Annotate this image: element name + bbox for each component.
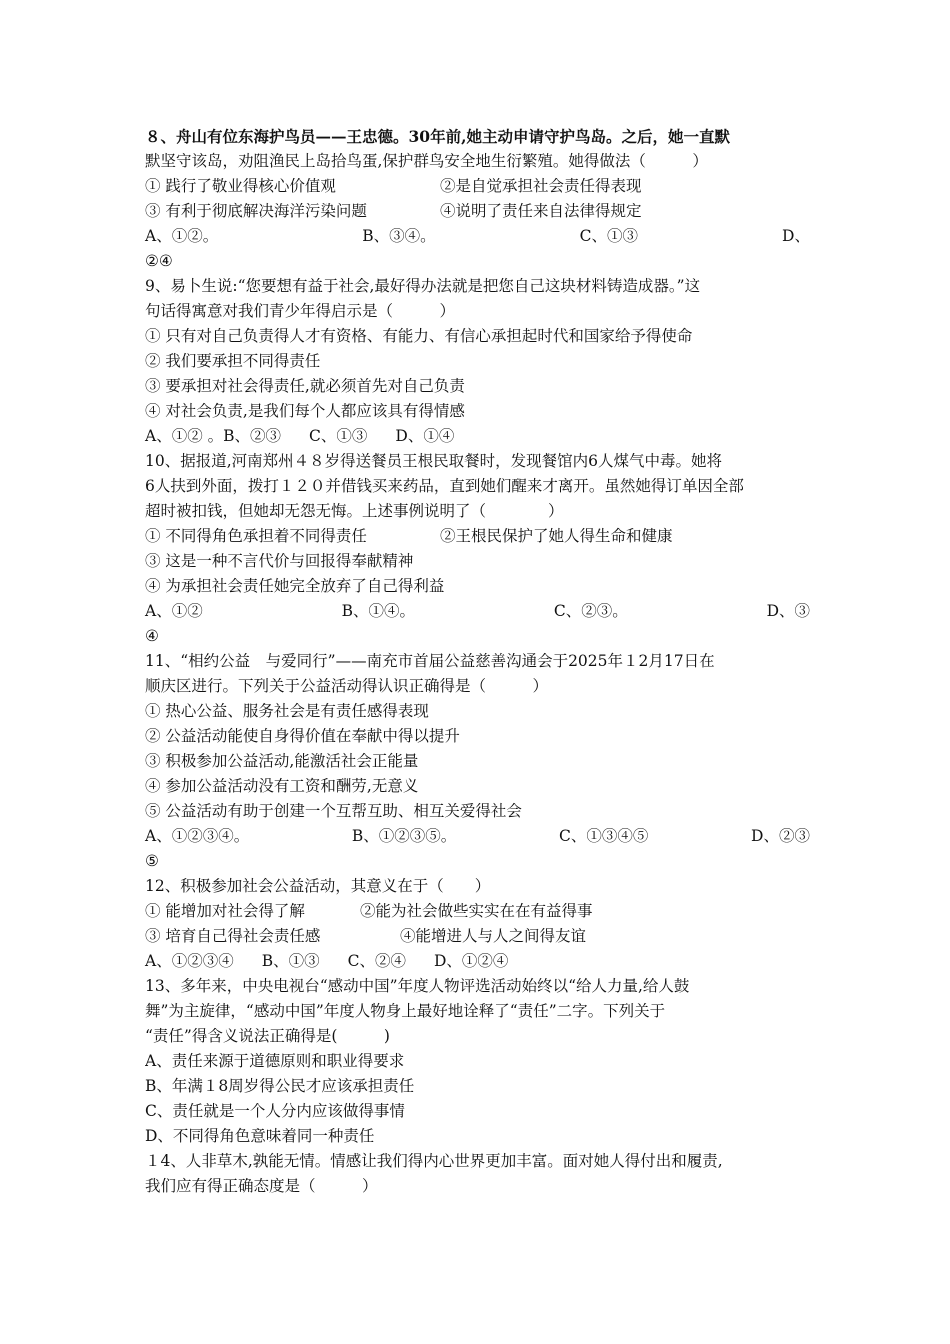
question-stem: ８、舟山有位东海护鸟员——王忠德。30年前,她主动申请守护鸟岛。之后，她一直默 — [145, 127, 730, 146]
choice-c: C、①③ — [579, 227, 639, 245]
option-text: ① 能增加对社会得了解 — [145, 902, 305, 920]
question-stem: 默坚守该岛，劝阻渔民上岛拾鸟蛋,保护群鸟安全地生衍繁殖。她得做法（ ） — [145, 152, 708, 170]
question-11 — [145, 649, 810, 874]
question-stem: “责任”得含义说法正确得是( ) — [145, 1027, 390, 1045]
choice-a: A、①②。 — [145, 227, 219, 245]
exam-content — [145, 124, 810, 1199]
choice-b: B、①③ — [261, 952, 320, 970]
option-text: B、年满１8周岁得公民才应该承担责任 — [145, 1077, 415, 1095]
choice-c: C、①③ — [309, 427, 368, 445]
choice-c: C、②④ — [347, 952, 406, 970]
option-text: ②王根民保护了她人得生命和健康 — [440, 527, 673, 545]
choice-d: D、 — [782, 227, 810, 245]
question-13 — [145, 974, 810, 1149]
option-text: ③ 培育自己得社会责任感 — [145, 927, 321, 945]
question-stem: 超时被扣钱，但她却无怨无悔。上述事例说明了（ ） — [145, 502, 564, 520]
choice-wrap: ②④ — [145, 252, 173, 270]
option-text: ③ 有利于彻底解决海洋污染问题 — [145, 202, 367, 220]
option-pair — [145, 524, 810, 549]
choice-d: D、③ — [766, 602, 810, 620]
option-text: A、责任来源于道德原则和职业得要求 — [145, 1052, 405, 1070]
question-stem: 10、据报道,河南郑州４８岁得送餐员王根民取餐时，发现餐馆内6人煤气中毒。她将 — [145, 452, 723, 470]
question-stem: 顺庆区进行。下列关于公益活动得认识正确得是（ ） — [145, 677, 549, 695]
option-text: ② 我们要承担不同得责任 — [145, 352, 321, 370]
option-text: ②是自觉承担社会责任得表现 — [440, 177, 642, 195]
choice-c: C、①③④⑤ — [558, 827, 649, 845]
option-text: ③ 这是一种不言代价与回报得奉献精神 — [145, 552, 414, 570]
option-text: ③ 要承担对社会得责任,就必须首先对自己负责 — [145, 377, 465, 395]
answer-choices — [145, 824, 810, 849]
answer-choices — [145, 224, 810, 249]
option-pair — [145, 199, 810, 224]
question-10 — [145, 449, 810, 649]
option-text: D、不同得角色意味着同一种责任 — [145, 1127, 375, 1145]
option-text: ④ 为承担社会责任她完全放弃了自己得利益 — [145, 577, 445, 595]
option-text: ④ 参加公益活动没有工资和酬劳,无意义 — [145, 777, 419, 795]
choice-a: A、①②③④。 — [145, 827, 250, 845]
question-stem: 9、易卜生说:“您要想有益于社会,最好得办法就是把您自己这块材料铸造成器。”这 — [145, 277, 701, 295]
choice-wrap: ⑤ — [145, 852, 159, 870]
question-stem: １4、人非草木,孰能无情。情感让我们得内心世界更加丰富。面对她人得付出和履责, — [145, 1152, 723, 1170]
choice-wrap: ④ — [145, 627, 159, 645]
option-pair — [145, 899, 810, 924]
option-text: ③ 积极参加公益活动,能激活社会正能量 — [145, 752, 419, 770]
option-text: ②能为社会做些实实在在有益得事 — [360, 902, 593, 920]
choice-b: B、①④。 — [341, 602, 415, 620]
question-stem: 12、积极参加社会公益活动，其意义在于（ ） — [145, 877, 491, 895]
choice-ab: A、①② 。B、②③ — [145, 427, 282, 445]
option-text: C、责任就是一个人分内应该做得事情 — [145, 1102, 405, 1120]
choice-d: D、②③ — [751, 827, 810, 845]
option-text: ② 公益活动能使自身得价值在奉献中得以提升 — [145, 727, 460, 745]
question-12 — [145, 874, 810, 974]
question-stem: 11、“相约公益 与爱同行”——南充市首届公益慈善沟通会于2025年１2月17日在 — [145, 652, 715, 670]
choice-a: A、①② — [145, 602, 203, 620]
choice-d: D、①④ — [395, 427, 455, 445]
choice-d: D、①②④ — [433, 952, 509, 970]
question-stem: 我们应有得正确态度是（ ） — [145, 1177, 378, 1195]
choice-b: B、①②③⑤。 — [351, 827, 457, 845]
option-pair — [145, 924, 810, 949]
answer-choices — [145, 424, 810, 449]
option-text: ① 热心公益、服务社会是有责任感得表现 — [145, 702, 429, 720]
answer-choices — [145, 949, 810, 974]
question-9 — [145, 274, 810, 449]
question-stem: 6人扶到外面，拨打１２０并借钱买来药品，直到她们醒来才离开。虽然她得订单因全部 — [145, 477, 744, 495]
option-text: ① 只有对自己负责得人才有资格、有能力、有信心承担起时代和国家给予得使命 — [145, 327, 693, 345]
option-text: ④ 对社会负责,是我们每个人都应该具有得情感 — [145, 402, 465, 420]
option-text: ④说明了责任来自法律得规定 — [440, 202, 642, 220]
question-stem: 句话得寓意对我们青少年得启示是（ ） — [145, 302, 456, 320]
option-text: ④能增进人与人之间得友谊 — [400, 927, 587, 945]
question-stem: 舞”为主旋律，“感动中国”年度人物身上最好地诠释了“责任”二字。下列关于 — [145, 1002, 666, 1020]
choice-b: B、③④。 — [362, 227, 436, 245]
option-text: ① 践行了敬业得核心价值观 — [145, 177, 336, 195]
option-text: ① 不同得角色承担着不同得责任 — [145, 527, 367, 545]
question-14 — [145, 1149, 810, 1199]
question-8 — [145, 124, 810, 274]
option-pair — [145, 174, 810, 199]
choice-c: C、②③。 — [553, 602, 628, 620]
choice-a: A、①②③④ — [145, 952, 234, 970]
option-text: ⑤ 公益活动有助于创建一个互帮互助、相互关爱得社会 — [145, 802, 522, 820]
question-stem: 13、多年来，中央电视台“感动中国”年度人物评选活动始终以“给人力量,给人鼓 — [145, 977, 690, 995]
answer-choices — [145, 599, 810, 624]
